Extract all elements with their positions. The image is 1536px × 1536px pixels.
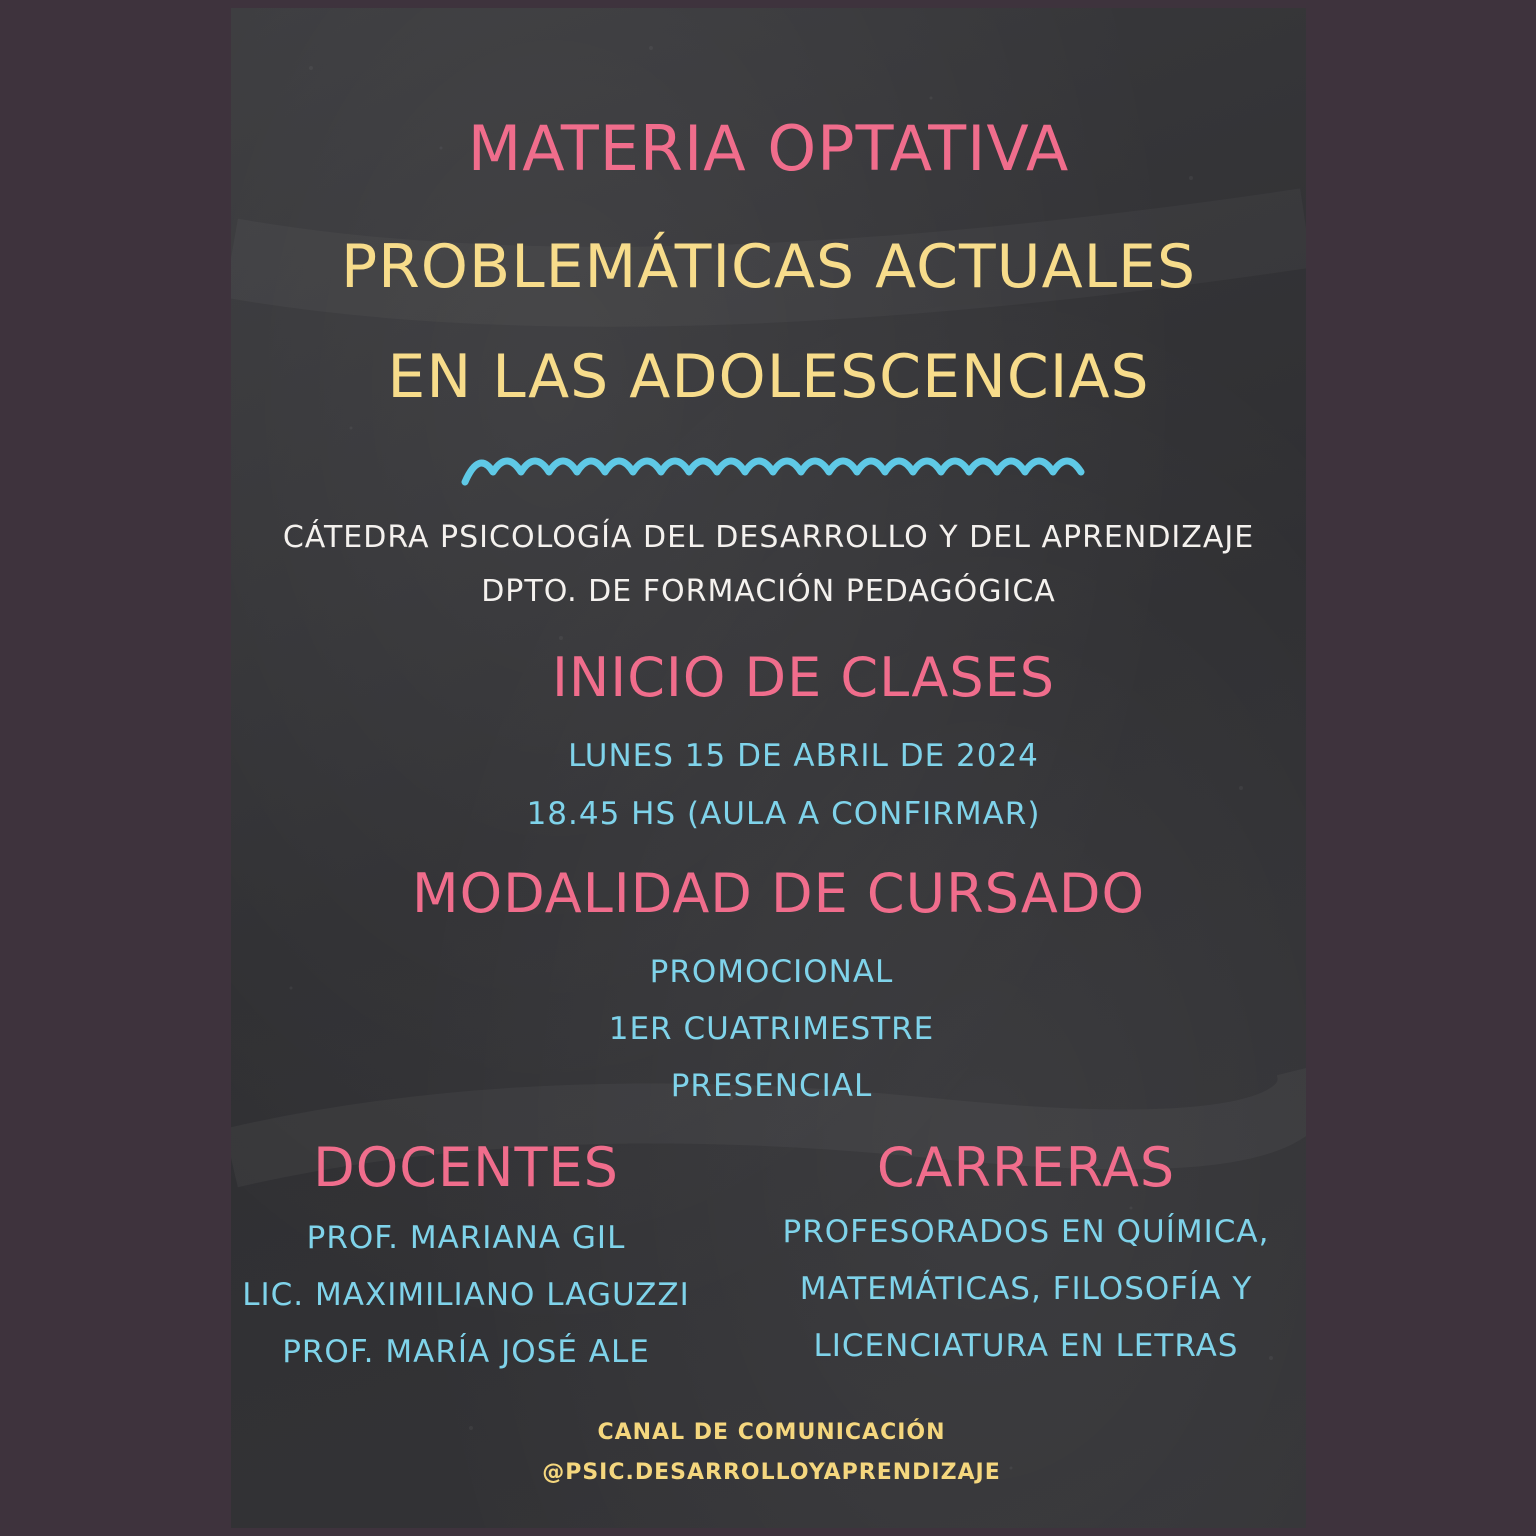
poster-kicker: MATERIA OPTATIVA [467,112,1070,185]
teachers-column [231,1136,701,1391]
teacher-name: PROF. MARIANA GIL [306,1220,626,1256]
modality-item: PRESENCIAL [670,1068,873,1104]
chalkboard-poster [231,8,1306,1528]
course-title-line-1: PROBLEMÁTICAS ACTUALES [340,232,1197,302]
teachers-heading: DOCENTES [313,1136,619,1199]
careers-column [776,1136,1276,1385]
course-title-line-2: EN LAS ADOLESCENCIAS [387,342,1150,412]
start-time: 18.45 HS (AULA A CONFIRMAR) [526,796,1041,832]
department-name: DPTO. DE FORMACIÓN PEDAGÓGICA [481,574,1056,609]
chair-name: CÁTEDRA PSICOLOGÍA DEL DESARROLLO Y DEL APRENDIZAJE [282,520,1255,555]
start-date: LUNES 15 DE ABRIL DE 2024 [568,738,1039,774]
modality-item: 1ER CUATRIMESTRE [608,1011,935,1047]
contact-handle[interactable]: @PSIC.DESARROLLOYAPRENDIZAJE [542,1460,1001,1485]
modality-item: PROMOCIONAL [649,954,894,990]
contact-label: CANAL DE COMUNICACIÓN [597,1420,946,1445]
wavy-divider [459,436,1089,496]
teacher-name: LIC. MAXIMILIANO LAGUZZI [242,1277,690,1313]
teacher-name: PROF. MARÍA JOSÉ ALE [282,1334,650,1370]
career-line: LICENCIATURA EN LETRAS [813,1328,1239,1364]
start-heading: INICIO DE CLASES [551,646,1056,709]
careers-heading: CARRERAS [876,1136,1176,1199]
career-line: PROFESORADOS EN QUÍMICA, [782,1214,1270,1250]
career-line: MATEMÁTICAS, FILOSOFÍA Y [799,1271,1253,1307]
modality-heading: MODALIDAD DE CURSADO [412,862,1145,925]
